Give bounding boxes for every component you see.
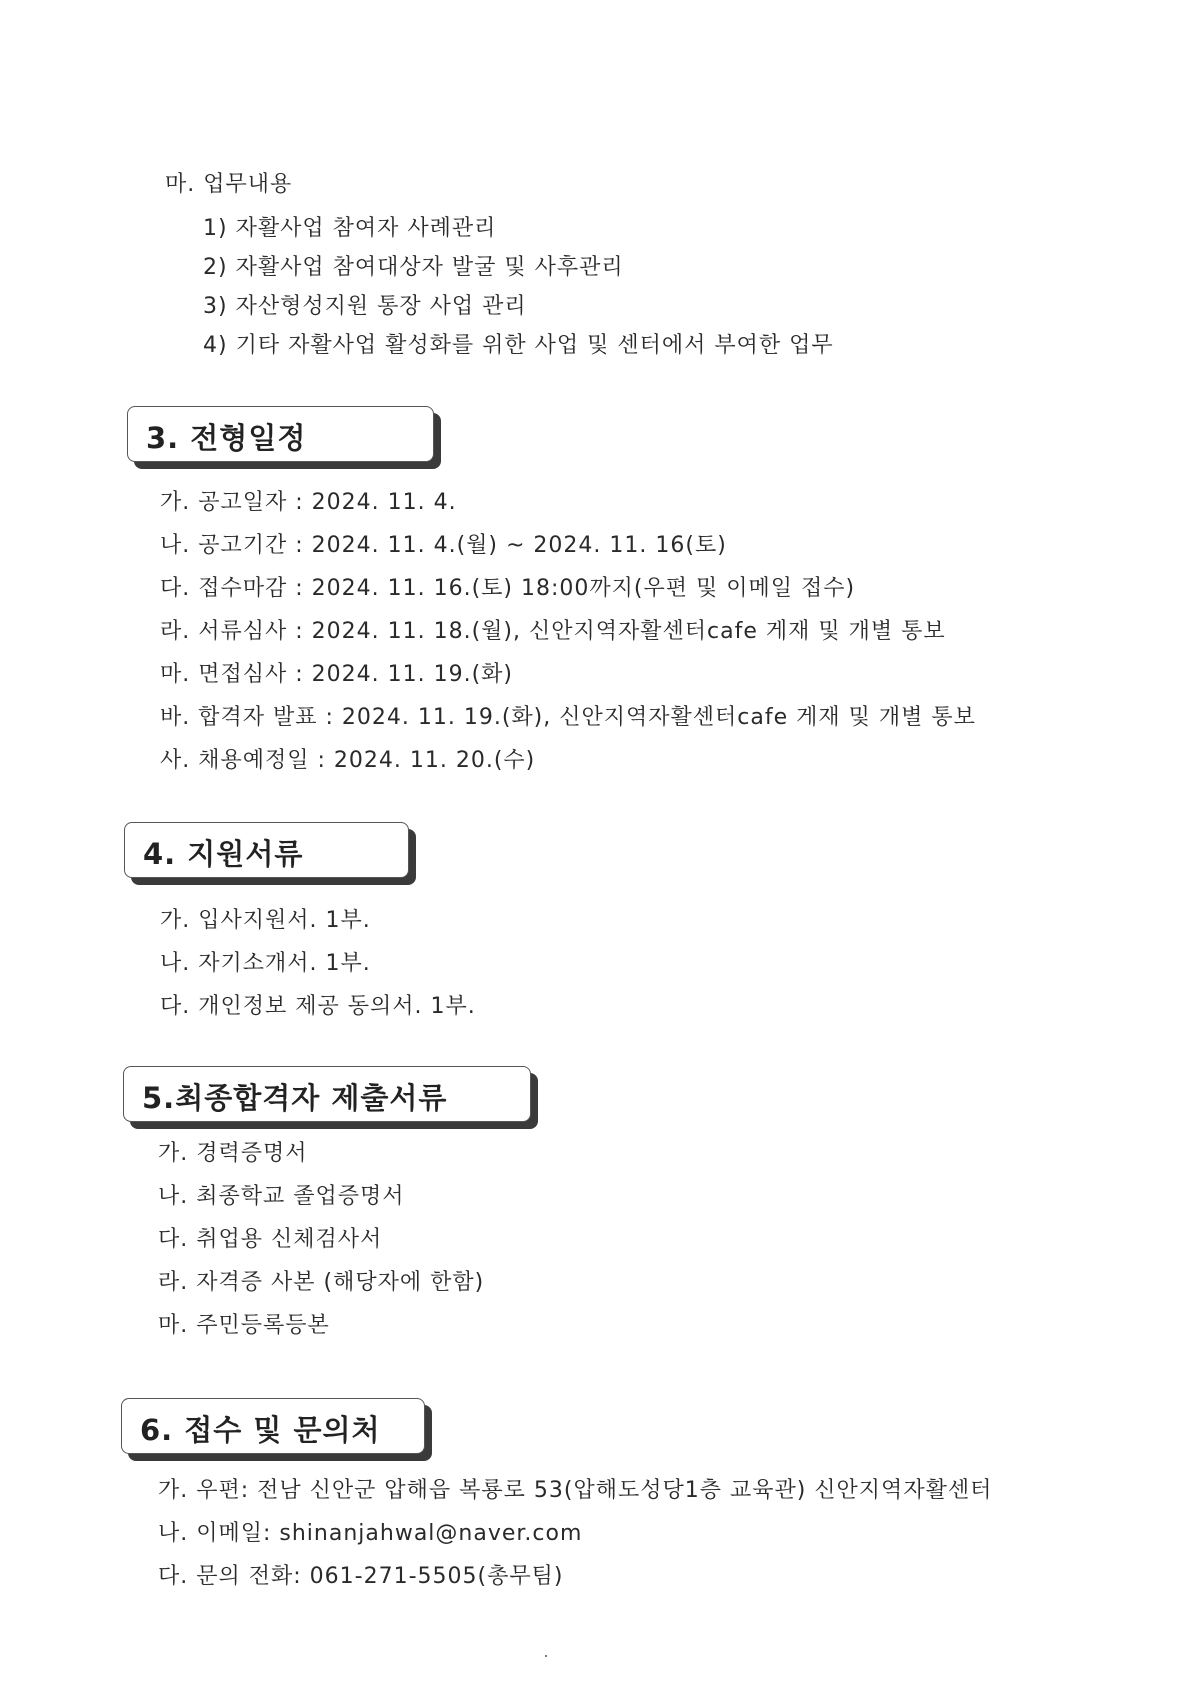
section4-title: 4. 지원서류 [143,837,304,871]
schedule-item: 가. 공고일자 : 2024. 11. 4. [160,490,457,515]
schedule-item: 마. 면접심사 : 2024. 11. 19.(화) [160,662,514,687]
contact-item: 다. 문의 전화: 061-271-5505(총무팀) [158,1564,564,1589]
application-doc-item: 다. 개인정보 제공 동의서. 1부. [160,994,476,1019]
section6-title-box [121,1398,425,1454]
schedule-item: 다. 접수마감 : 2024. 11. 16.(토) 18:00까지(우편 및 이메일 접수) [160,576,856,601]
application-doc-item: 나. 자기소개서. 1부. [160,951,371,976]
final-doc-item: 가. 경력증명서 [158,1141,308,1166]
contact-item: 가. 우편: 전남 신안군 압해읍 복룡로 53(압해도성당1층 교육관) 신안지역자활센터 [158,1478,993,1503]
section3-title: 3. 전형일정 [146,421,307,455]
final-doc-item: 나. 최종학교 졸업증명서 [158,1184,405,1209]
duties-item-4: 4) 기타 자활사업 활성화를 위한 사업 및 센터에서 부여한 업무 [203,333,834,358]
section3-title-box [127,406,434,462]
schedule-item: 바. 합격자 발표 : 2024. 11. 19.(화), 신안지역자활센터cafe 게재 및 개별 통보 [160,705,976,730]
duties-item-3: 3) 자산형성지원 통장 사업 관리 [203,294,527,319]
scan-dot [545,1655,547,1657]
contact-item: 나. 이메일: shinanjahwal@naver.com [158,1521,583,1546]
duties-heading: 마. 업무내용 [165,172,293,197]
schedule-item: 나. 공고기간 : 2024. 11. 4.(월) ~ 2024. 11. 16(토) [160,533,727,558]
duties-item-1: 1) 자활사업 참여자 사례관리 [203,216,497,241]
section5-title: 5.최종합격자 제출서류 [142,1081,448,1115]
schedule-item: 라. 서류심사 : 2024. 11. 18.(월), 신안지역자활센터cafe 게재 및 개별 통보 [160,619,946,644]
section4-title-box [124,822,409,878]
final-doc-item: 다. 취업용 신체검사서 [158,1227,383,1252]
final-doc-item: 라. 자격증 사본 (해당자에 한함) [158,1270,485,1295]
duties-item-2: 2) 자활사업 참여대상자 발굴 및 사후관리 [203,255,624,280]
final-doc-item: 마. 주민등록등본 [158,1313,330,1338]
application-doc-item: 가. 입사지원서. 1부. [160,908,371,933]
schedule-item: 사. 채용예정일 : 2024. 11. 20.(수) [160,748,536,773]
section5-title-box [123,1066,531,1122]
section6-title: 6. 접수 및 문의처 [140,1413,381,1447]
